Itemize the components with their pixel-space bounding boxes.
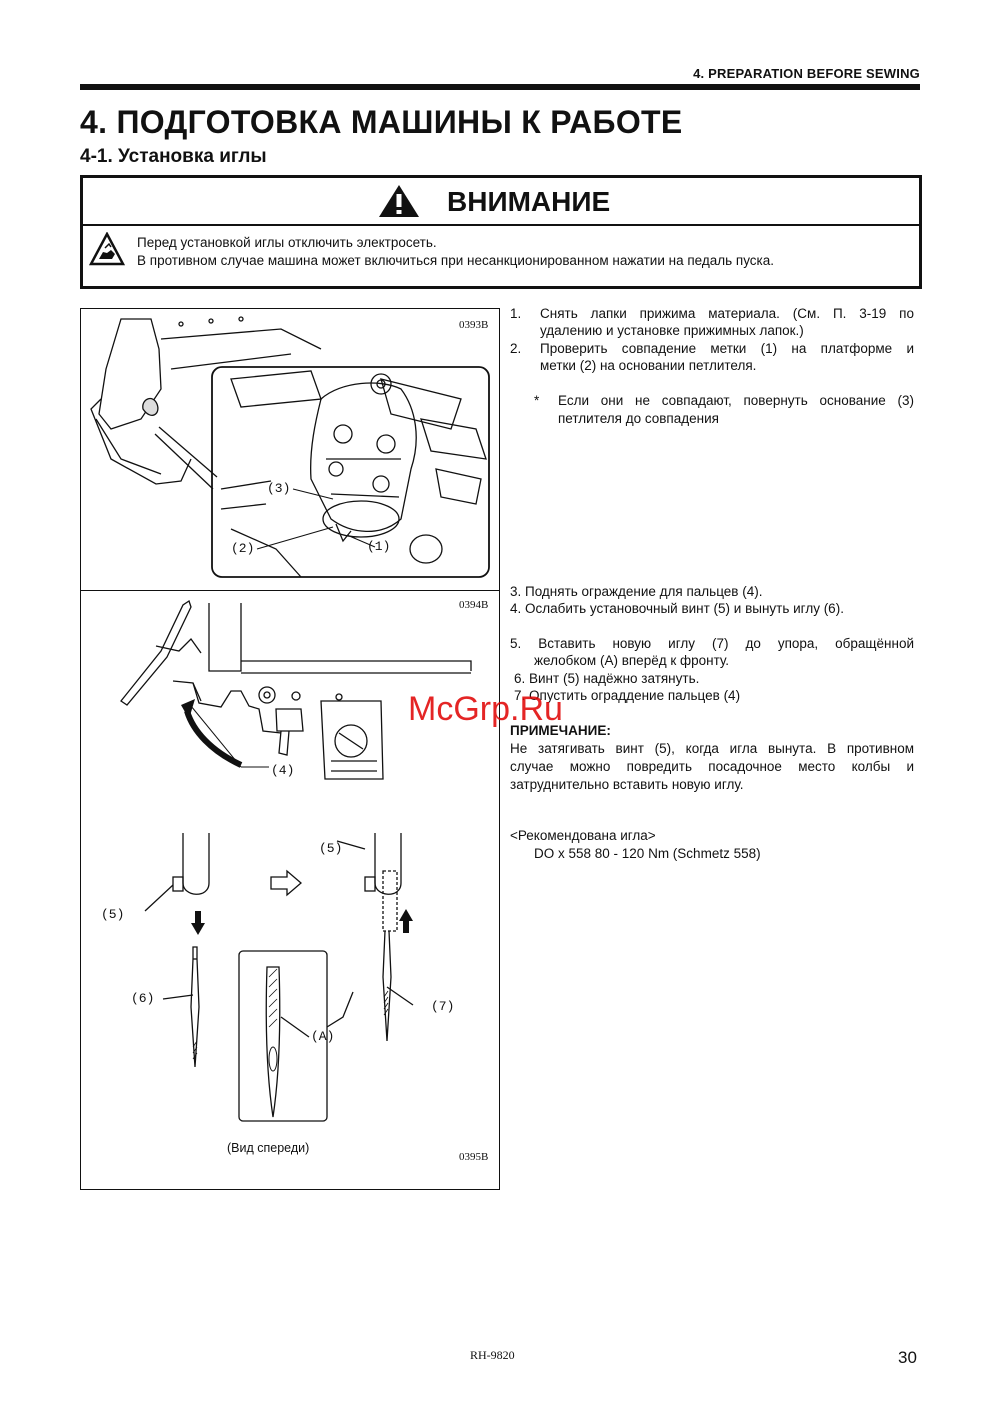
step-star-line-1: Если они не совпадают, повернуть основание (3) [558,393,914,408]
warning-box [80,175,922,289]
step-2-number: 2. [510,341,522,356]
step-1-line-1: Снять лапки прижима материала. (См. П. 3-19 по [540,306,914,321]
page-number: 30 [898,1348,917,1367]
note-line-2: случае можно повредить посадочное место колбы и [510,759,914,774]
section-subtitle: 4-1. Установка иглы [80,146,267,167]
label-7: (7) [431,999,455,1014]
label-2: (2) [231,541,255,556]
step-2-line-2: метки (2) на основании петлителя. [540,358,757,373]
label-3: (3) [267,481,291,496]
figure-code: 0393B [459,319,489,331]
warning-title: ВНИМАНИЕ [447,186,611,217]
warning-line-2: В противном случае машина может включиться при несанкционированном нажатии на педаль пуска. [137,253,775,268]
note-title: ПРИМЕЧАНИЕ: [510,723,611,738]
header-rule [80,84,920,90]
step-5-line-1: 5. Вставить новую иглу (7) до упора, обращённой [510,636,914,651]
section-header: 4. PREPARATION BEFORE SEWING [693,66,920,81]
label-4: (4) [271,763,295,778]
step-3: 3. Поднять ограждение для пальцев (4). [510,584,763,599]
step-4: 4. Ослабить установочный винт (5) и вынуть иглу (6). [510,601,844,616]
warning-line-1: Перед установкой иглы отключить электросеть. [137,235,437,250]
label-5-left: (5) [101,907,125,922]
step-6: 6. Винт (5) надёжно затянуть. [514,671,700,686]
step-7: 7. Опустить ограддение пальцев (4) [514,688,741,703]
note-line-1: Не затягивать винт (5), когда игла вынута. В противном [510,741,914,756]
figure-code: 0394B [459,599,489,611]
label-1: (1) [367,539,391,554]
label-5-right: (5) [319,841,343,856]
label-6: (6) [131,991,155,1006]
step-star-mark: * [534,393,540,408]
recommended-needle-value: DO x 558 80 - 120 Nm (Schmetz 558) [534,846,761,861]
recommended-needle-title: <Рекомендована игла> [510,828,656,843]
step-5-line-2: желобком (А) вперёд к фронту. [534,653,730,668]
looper-base-illustration [81,309,499,589]
page-title: 4. ПОДГОТОВКА МАШИНЫ К РАБОТЕ [80,104,683,140]
step-2-line-1: Проверить совпадение метки (1) на платформе и [540,341,914,356]
hand-hazard-icon [89,232,125,266]
note-line-3: затруднительно вставить новую иглу. [510,777,744,792]
step-star-line-2: петлителя до совпадения [558,411,719,426]
footer-model: RH-9820 [470,1348,515,1362]
figure-code: 0395B [459,1151,489,1163]
warning-header [83,178,919,226]
label-A: (A) [311,1029,335,1044]
figure-panel [80,308,500,1190]
step-1-number: 1. [510,306,522,321]
watermark-text: McGrp.Ru [408,690,563,728]
warning-triangle-icon [377,183,421,219]
figure-caption: (Вид спереди) [227,1141,310,1155]
step-1-line-2: удалению и установке прижимных лапок.) [540,323,804,338]
